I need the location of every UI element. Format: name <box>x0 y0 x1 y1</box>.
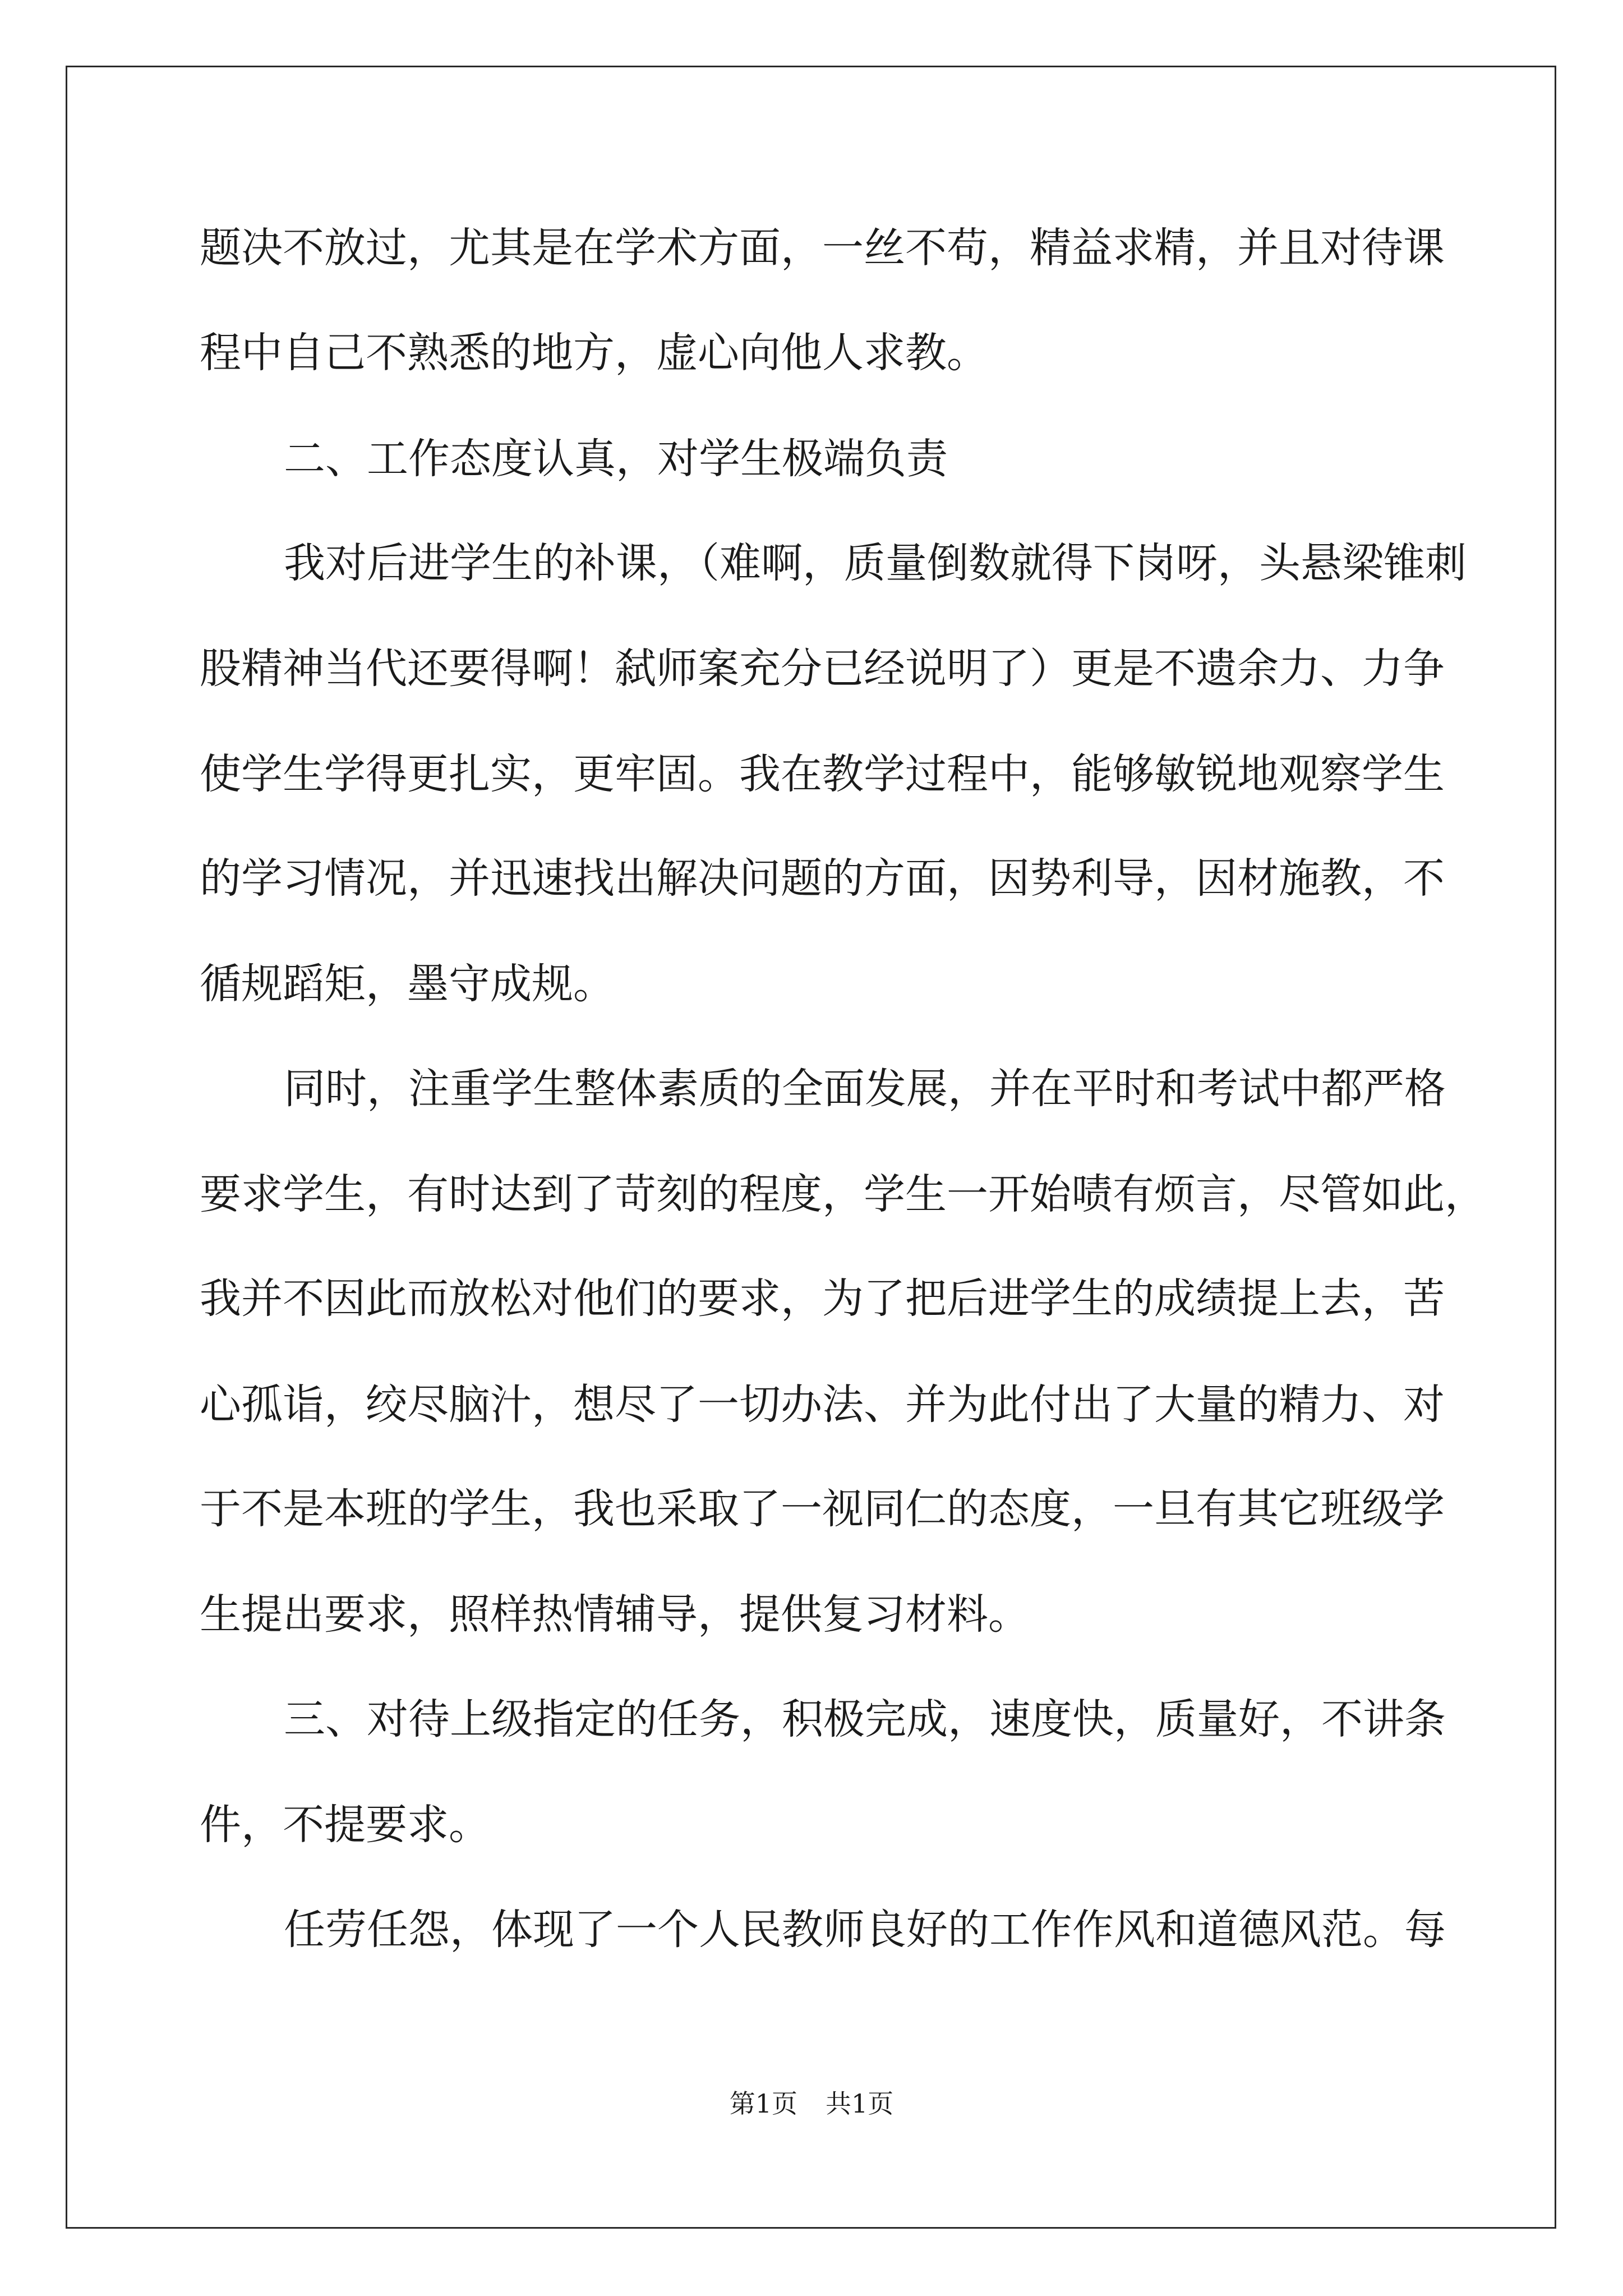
text-line: 要求学生，有时达到了苛刻的程度，学生一开始啧有烦言，尽管如此， <box>200 1170 1486 1218</box>
text-line: 生提出要求，照样热情辅导，提供复习材料。 <box>200 1590 1030 1639</box>
page-number: 第1页 <box>729 2088 797 2119</box>
text-line: 股精神当代还要得啊！弑师案充分已经说明了）更是不遗余力、力争 <box>200 645 1445 693</box>
text-line: 循规蹈矩，墨守成规。 <box>200 960 615 1008</box>
text-line: 的学习情况，并迅速找出解决问题的方面，因势利导，因材施教，不 <box>200 854 1445 903</box>
text-line: 同时，注重学生整体素质的全面发展，并在平时和考试中都严格 <box>284 1065 1446 1113</box>
text-line: 我并不因此而放松对他们的要求，为了把后进学生的成绩提上去，苦 <box>200 1274 1445 1323</box>
text-line: 任劳任怨，体现了一个人民教师良好的工作作风和道德风范。每 <box>284 1906 1446 1954</box>
text-line: 于不是本班的学生，我也采取了一视同仁的态度，一旦有其它班级学 <box>200 1485 1445 1533</box>
section-heading: 三、对待上级指定的任务，积极完成，速度快，质量好，不讲条 <box>284 1695 1446 1743</box>
text-line: 使学生学得更扎实，更牢固。我在教学过程中，能够敏锐地观察学生 <box>200 750 1445 798</box>
text-line: 件，不提要求。 <box>200 1801 490 1849</box>
text-line: 程中自己不熟悉的地方，虚心向他人求教。 <box>200 329 988 377</box>
text-line: 心孤诣，绞尽脑汁，想尽了一切办法、并为此付出了大量的精力、对 <box>200 1381 1445 1429</box>
text-line: 我对后进学生的补课，（难啊，质量倒数就得下岗呀，头悬梁锥刺 <box>284 539 1467 587</box>
text-line: 题决不放过，尤其是在学术方面，一丝不苟，精益求精，并且对待课 <box>200 224 1445 272</box>
section-heading: 二、工作态度认真，对学生极端负责 <box>284 435 948 483</box>
page-total: 共1页 <box>826 2088 894 2119</box>
page-footer <box>0 2087 1623 2120</box>
